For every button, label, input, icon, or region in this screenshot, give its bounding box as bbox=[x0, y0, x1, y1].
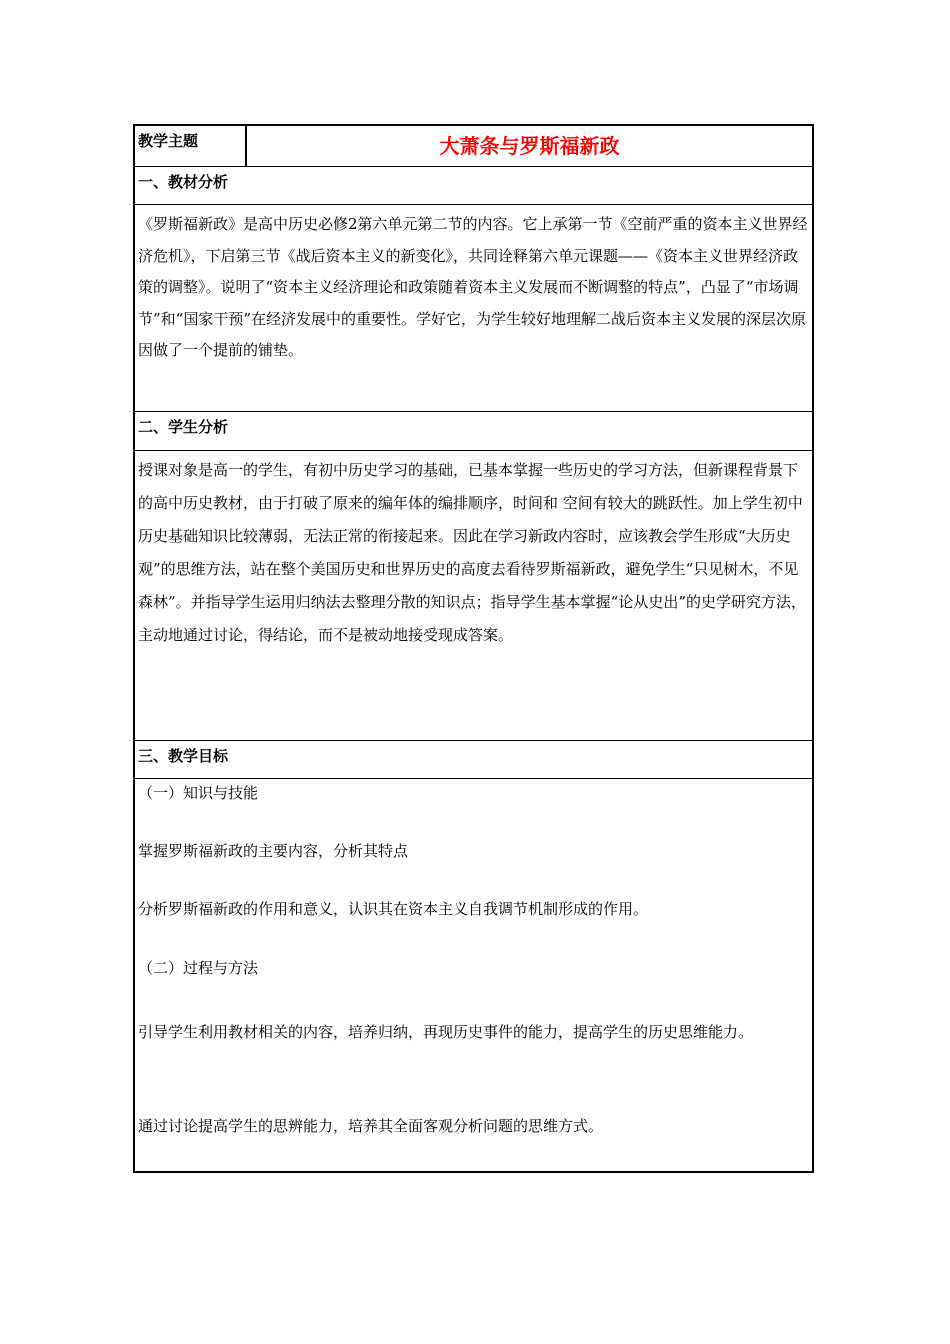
topic-label: 教学主题 bbox=[138, 132, 199, 150]
subheading-knowledge: （一）知识与技能 bbox=[138, 784, 259, 802]
objective-item-2: 分析罗斯福新政的作用和意义，认识其在资本主义自我调节机制形成的作用。 bbox=[138, 900, 649, 918]
section3-body bbox=[135, 779, 812, 1171]
subheading-process: （二）过程与方法 bbox=[138, 959, 259, 977]
header-row bbox=[135, 126, 812, 167]
section2-body bbox=[135, 451, 812, 741]
page-title: 大萧条与罗斯福新政 bbox=[439, 134, 620, 158]
objective-item-1: 掌握罗斯福新政的主要内容，分析其特点 bbox=[138, 842, 409, 860]
section1-heading: 一、教材分析 bbox=[135, 167, 812, 205]
objective-item-3: 引导学生利用教材相关的内容，培养归纳，再现历史事件的能力，提高学生的历史思维能力。 bbox=[138, 1023, 754, 1041]
section2-text: 授课对象是高一的学生，有初中历史学习的基础，已基本掌握一些历史的学习方法，但新课程背景下的高中历史教材，由于打破了原来的编年体的编排顺序，时间和 空间有较大的跳跃性。加上学生初中历史基础知识比较薄弱，无法正常的衔接起来。因此在学习新政内容时，应该教会学生形成“大历史观”的思维方法，站在整个美国历史和世界历史的高度去看待罗斯福新政，避免学生“只见树木，不见森林”。并指导学生运用归纳法去整理分散的知识点；指导学生基本掌握“论从史出”的史学研究方法，主动地通过讨论，得结论，而不是被动地接受现成答案。 bbox=[138, 461, 807, 644]
lesson-plan-table bbox=[133, 124, 814, 1173]
objective-item-4: 通过讨论提高学生的思辨能力，培养其全面客观分析问题的思维方式。 bbox=[138, 1117, 604, 1135]
section2-heading: 二、学生分析 bbox=[135, 412, 812, 451]
section1-body bbox=[135, 205, 812, 412]
title-cell bbox=[245, 126, 812, 166]
section1-text: 《罗斯福新政》是高中历史必修2第六单元第二节的内容。它上承第一节《空前严重的资本主义世界经济危机》，下启第三节《战后资本主义的新变化》，共同诠释第六单元课题——《资本主义世界经济政策的调整》。说明了“资本主义经济理论和政策随着资本主义发展而不断调整的特点”，凸显了“市场调节”和“国家干预”在经济发展中的重要性。学好它，为学生较好地理解二战后资本主义发展的深层次原因做了一个提前的铺垫。 bbox=[138, 215, 808, 359]
section3-heading: 三、教学目标 bbox=[135, 741, 812, 779]
